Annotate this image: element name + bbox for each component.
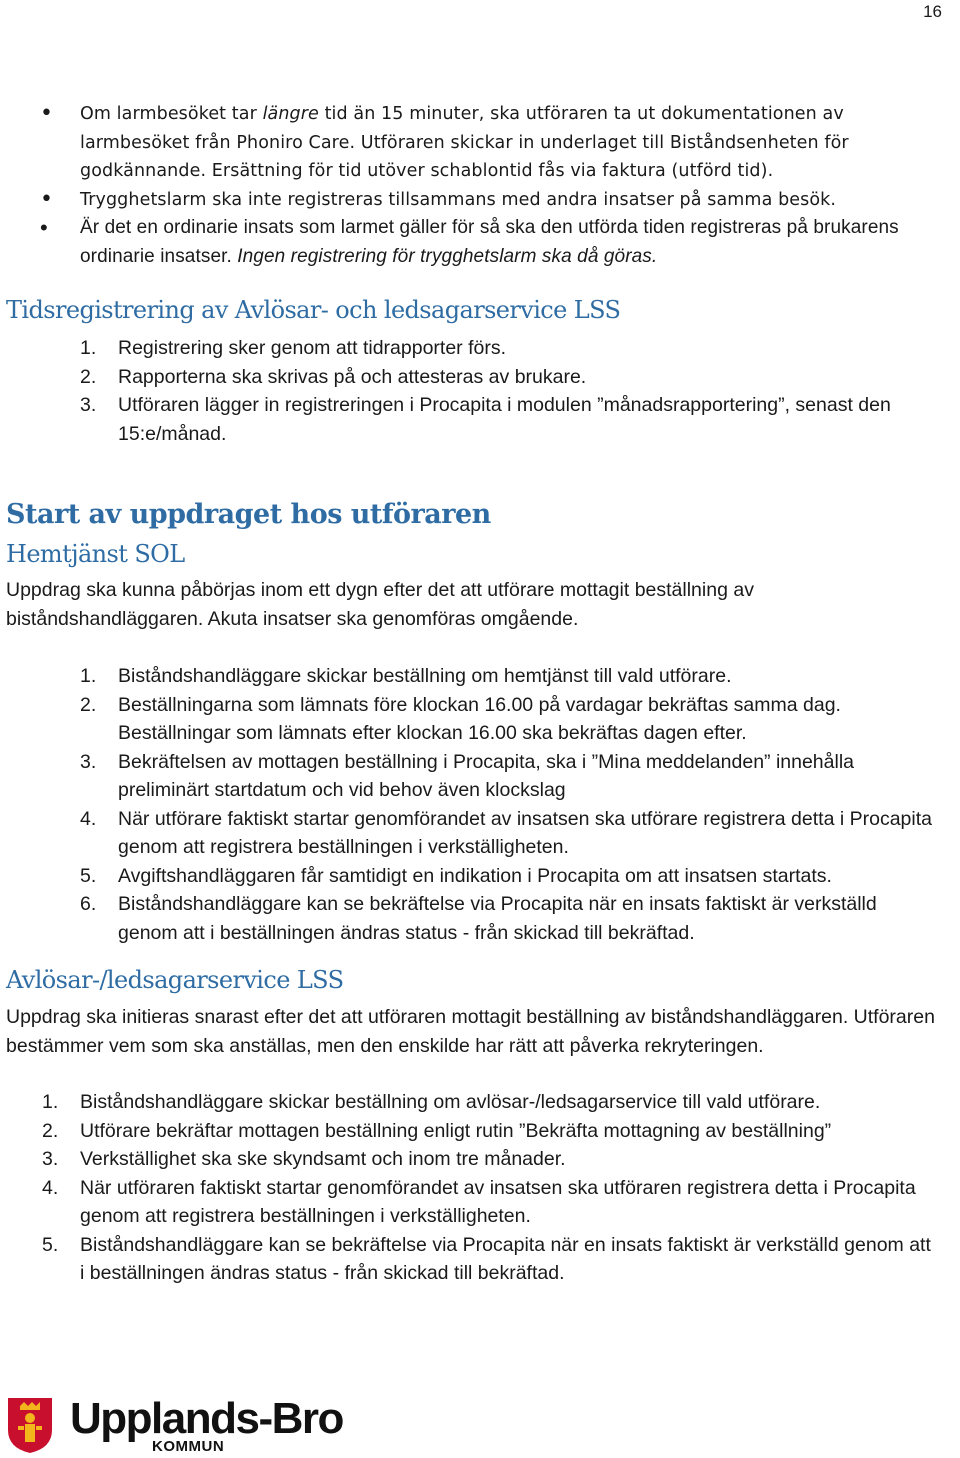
item-text: När utföraren faktiskt startar genomförandet av insatsen ska utföraren registrera detta i Procapita genom att registrera beställningen i verkställigheten. [80,1176,916,1227]
item-text: Biståndshandläggare skickar beställning om avlösar-/ledsagarservice till vald utförare. [80,1091,821,1113]
item-number: 2. [42,1119,59,1142]
logo-wordmark: Upplands-Bro [70,1394,343,1443]
item-text: När utförare faktiskt startar genomförandet av insatsen ska utförare registrera detta i Procapita genom att registrera beställningen i verkställigheten. [118,807,932,858]
section-heading-start: Start av uppdraget hos utföraren [6,499,491,530]
item-number: 5. [42,1233,59,1256]
list-item [42,1174,940,1231]
bullet-emphasis: längre [262,104,319,124]
item-text: Biståndshandläggare kan se bekräftelse via Procapita när en insats faktiskt är verkställd genom att i beställningen ändras status - från skickad till bekräftad. [80,1233,931,1284]
bullet-emphasis: Ingen registrering för trygghetslarm ska då göras. [237,245,658,267]
item-number: 1. [80,665,97,687]
page-number: 16 [923,2,942,21]
item-text: Rapporterna ska skrivas på och attesteras av brukare. [118,365,587,388]
list-item [42,1117,940,1146]
upplands-bro-logo [6,1396,426,1458]
item-number: 2. [80,693,97,716]
paragraph-avlosar: Uppdrag ska initieras snarast efter det att utföraren mottagit beställning av biståndshandläggaren. Utföraren bestämmer vem som ska anställas, men den enskilde har rätt att påverka rekryteringen. [6,1006,935,1057]
item-text: Utförare bekräftar mottagen beställning enligt rutin ”Bekräfta mottagning av beställning” [80,1119,832,1142]
item-number: 4. [80,807,97,830]
list-item [80,662,938,691]
list-item [40,100,940,186]
list-item [80,334,938,363]
numbered-list-avlosar [42,1088,940,1288]
list-item [80,805,938,862]
section-heading-tidsregistrering: Tidsregistrering av Avlösar- och ledsagarservice LSS [6,296,621,324]
item-text: Avgiftshandläggaren får samtidigt en indikation i Procapita om att insatsen startats. [118,864,832,887]
item-number: 1. [42,1091,59,1113]
coat-of-arms-icon [6,1396,54,1454]
item-number: 3. [42,1148,59,1170]
item-number: 5. [80,864,97,887]
list-item [80,862,938,891]
item-number: 6. [80,893,97,915]
item-number: 2. [80,365,97,388]
list-item [42,1231,940,1288]
item-number: 3. [80,394,97,416]
list-item [42,1145,940,1174]
item-text: Bekräftelsen av mottagen beställning i Procapita, ska i ”Mina meddelanden” innehålla preliminärt startdatum och vid behov även klockslag [118,750,855,801]
item-text: Registrering sker genom att tidrapporter förs. [118,337,507,359]
bullet-text: Är det en ordinarie insats som larmet gäller för så ska den utförda tiden registreras på brukarens ordinarie insatser. [80,217,899,267]
bullet-list [40,100,940,271]
item-text: Beställningarna som lämnats före klockan 16.00 på vardagar bekräftas samma dag. Beställningar som lämnats efter klockan 16.00 ska bekräftas dagen efter. [118,693,841,744]
bullet-text: tid än 15 minuter, ska utföraren ta ut dokumentationen av larmbesöket från Phoniro Care. Utföraren skickar in underlaget till Biståndsenheten för godkännande. Ersättning för tid utöver schablontid fås via faktura (utförd tid). [80,104,849,181]
list-item [40,214,940,271]
item-number: 3. [80,750,97,773]
numbered-list-tid [80,334,938,448]
item-number: 1. [80,337,97,359]
paragraph-hemtjanst: Uppdrag ska kunna påbörjas inom ett dygn efter det att utförare mottagit beställning av biståndshandläggaren. Akuta insatser ska genomföras omgående. [6,579,754,630]
list-item [80,391,938,448]
list-item [42,1088,940,1117]
item-text: Utföraren lägger in registreringen i Procapita i modulen ”månadsrapportering”, senast den 15:e/månad. [118,394,891,445]
item-text: Biståndshandläggare skickar beställning om hemtjänst till vald utförare. [118,665,732,687]
item-number: 4. [42,1176,59,1199]
logo-subtitle: KOMMUN [152,1438,225,1455]
numbered-list-hemtjanst [80,662,938,947]
bullet-text: Om larmbesöket tar [80,104,263,124]
subheading-hemtjanst: Hemtjänst SOL [6,540,185,568]
item-text: Biståndshandläggare kan se bekräftelse via Procapita när en insats faktiskt är verkställd genom att i beställningen ändras status - från skickad till bekräftad. [118,893,877,944]
bullet-text: Trygghetslarm ska inte registreras tillsammans med andra insatser på samma besök. [80,189,837,210]
list-item [80,691,938,748]
section-heading-avlosar: Avlösar-/ledsagarservice LSS [6,966,344,994]
list-item [80,890,938,947]
list-item [80,748,938,805]
list-item [40,186,940,215]
item-text: Verkställighet ska ske skyndsamt och inom tre månader. [80,1148,566,1170]
list-item [80,363,938,392]
